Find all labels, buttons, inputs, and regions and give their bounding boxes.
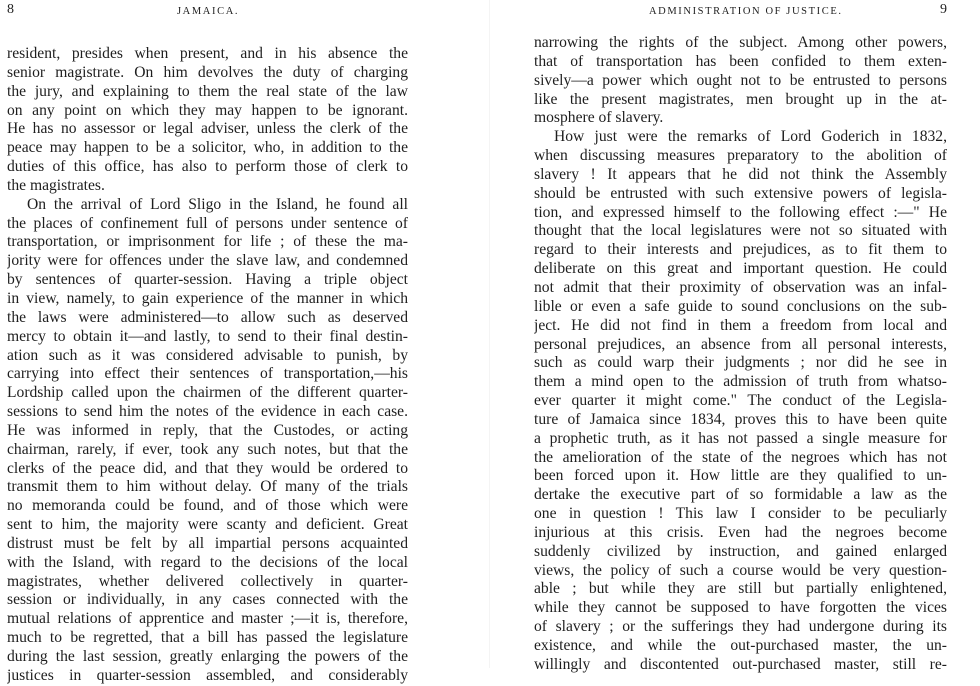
text-line: the laws were administered—to allow such as deserved — [7, 308, 408, 326]
right-page-text — [534, 34, 947, 675]
text-line: Lordship called upon the chairmen of the different quarter- — [7, 384, 408, 402]
page-number-right: 9 — [940, 2, 948, 17]
text-line: narrowing the rights of the subject. Among other powers, — [534, 34, 947, 51]
text-line: session or individually, in any cases connected with the — [7, 591, 408, 609]
text-line: carrying into effect their sentences of transportation,—his — [7, 365, 408, 383]
text-line: ever quarter it might come." The conduct of the Legisla- — [534, 392, 947, 410]
right-page — [490, 0, 980, 673]
text-line: On the arrival of Lord Sligo in the Island, he found all — [27, 195, 408, 213]
text-line: jority were for offences under the slave law, and condemned — [7, 252, 408, 270]
text-line: suddenly civilized by instruction, and gained enlarged — [534, 542, 947, 560]
text-line: senior magistrate. On him devolves the duty of charging — [7, 63, 408, 81]
text-line: not admit that their proximity of observation was an infal- — [534, 278, 947, 296]
text-line: injurious at this crisis. Even had the negroes become — [534, 523, 947, 541]
text-line: like the present magistrates, men brought up in the at- — [534, 90, 947, 108]
text-line: ation such as it was considered advisable to punish, by — [7, 346, 408, 364]
text-line: one in question ! This law I consider to be peculiarly — [534, 505, 947, 523]
text-line: in view, namely, to gain experience of the manner in which — [7, 289, 408, 307]
text-line: ture of Jamaica since 1834, proves this to have been quite — [534, 410, 947, 428]
text-line: the places of confinement full of persons under sentence of — [7, 214, 408, 232]
text-line: justices in quarter-session assembled, and considerably — [7, 666, 408, 684]
text-line: lible or even a safe guide to sound conclusions on the sub- — [534, 297, 947, 315]
text-line: chairman, rarely, if ever, took any such notes, but that the — [7, 440, 408, 458]
text-line: mutual relations of apprentice and master ;—it is, therefore, — [7, 610, 408, 628]
text-line: been forced upon it. How little are they qualified to un- — [534, 467, 947, 485]
text-line: the magistrates. — [7, 176, 105, 194]
text-line: personal prejudices, an absence from all personal interests, — [534, 335, 947, 353]
text-line: He was informed in reply, that the Custodes, or acting — [7, 421, 408, 439]
text-line: a prophetic truth, as it has not passed a single measure for — [534, 429, 947, 447]
text-line: clerks of the peace did, and that they would be ordered to — [7, 459, 408, 477]
text-line: with the Island, with regard to the decisions of the local — [7, 553, 408, 571]
text-line: slavery ! It appears that he did not think the Assembly — [534, 165, 947, 183]
left-page-text — [7, 45, 408, 686]
text-line: able ; but while they are still but partially enlightened, — [534, 580, 947, 598]
text-line: willingly and discontented out-purchased master, still re- — [534, 655, 947, 673]
text-line: How just were the remarks of Lord Goderich in 1832, — [554, 128, 947, 146]
text-line: thought that the local legislatures were not so situated with — [534, 222, 947, 240]
text-line: transportation, or imprisonment for life ; of these the ma- — [7, 233, 408, 251]
text-line: when discussing measures preparatory to the abolition of — [534, 147, 947, 165]
text-line: that of transportation has been confided to them exten- — [534, 52, 947, 70]
text-line: much to be regretted, that a bill has passed the legislature — [7, 629, 408, 647]
text-line: He has no assessor or legal adviser, unless the clerk of the — [7, 120, 408, 138]
text-line: sessions to send him the notes of the evidence in each case. — [7, 403, 408, 421]
text-line: of slavery ; or the sufferings they had undergone during its — [534, 618, 947, 636]
left-page — [0, 0, 490, 684]
text-line: transmit them to him without delay. Of many of the trials — [7, 478, 408, 496]
text-line: should be entrusted with such extensive powers of legisla- — [534, 184, 947, 202]
text-line: sent to him, the majority were scanty and deficient. Great — [7, 516, 408, 534]
text-line: magistrates, whether delivered collectively in quarter- — [7, 572, 408, 590]
text-line: distrust must be felt by all impartial persons acquainted — [7, 534, 408, 552]
text-line: mercy to obtain it—and lastly, to send to their final destin- — [7, 327, 408, 345]
page-number-left: 8 — [7, 2, 15, 17]
text-line: existence, and while the out-purchased master, the un- — [534, 637, 947, 654]
text-line: the amelioration of the state of the negroes which has not — [534, 448, 947, 466]
text-line: the jury, and explaining to them the real state of the law — [7, 82, 408, 100]
text-line: views, the policy of such a course would be very question- — [534, 561, 947, 579]
text-line: duties of this office, has also to perform those of clerk to — [7, 158, 408, 176]
text-line: ject. He did not find in them a freedom from local and — [534, 316, 947, 334]
text-line: tion, and expressed himself to the following effect :—" He — [534, 203, 947, 221]
text-line: mosphere of slavery. — [534, 109, 664, 127]
text-line: on any point on which they may happen to be ignorant. — [7, 101, 408, 119]
text-line: during the last session, greatly enlarging the powers of the — [7, 648, 408, 665]
text-line: deliberate on this great and important question. He could — [534, 260, 947, 278]
text-line: peace may happen to be a solicitor, who, in addition to the — [7, 139, 408, 157]
text-line: sively—a power which ought not to be entrusted to persons — [534, 71, 947, 89]
text-line: by sentences of quarter-session. Having a triple object — [7, 271, 408, 289]
text-line: resident, presides when present, and in his absence the — [7, 45, 408, 62]
text-line: such as could warp their judgments ; nor did he see in — [534, 354, 947, 372]
running-head-left: JAMAICA. — [177, 6, 240, 17]
text-line: no memoranda could be found, and of those which were — [7, 497, 408, 515]
text-line: dertake the executive part of so formidable a law as the — [534, 486, 947, 504]
text-line: them a mind open to the admission of truth from whatso- — [534, 373, 947, 391]
text-line: while they cannot be supposed to have forgotten the vices — [534, 599, 947, 617]
running-head-right: ADMINISTRATION OF JUSTICE. — [649, 6, 843, 17]
text-line: regard to their interests and prejudices, as to fit them to — [534, 241, 947, 259]
